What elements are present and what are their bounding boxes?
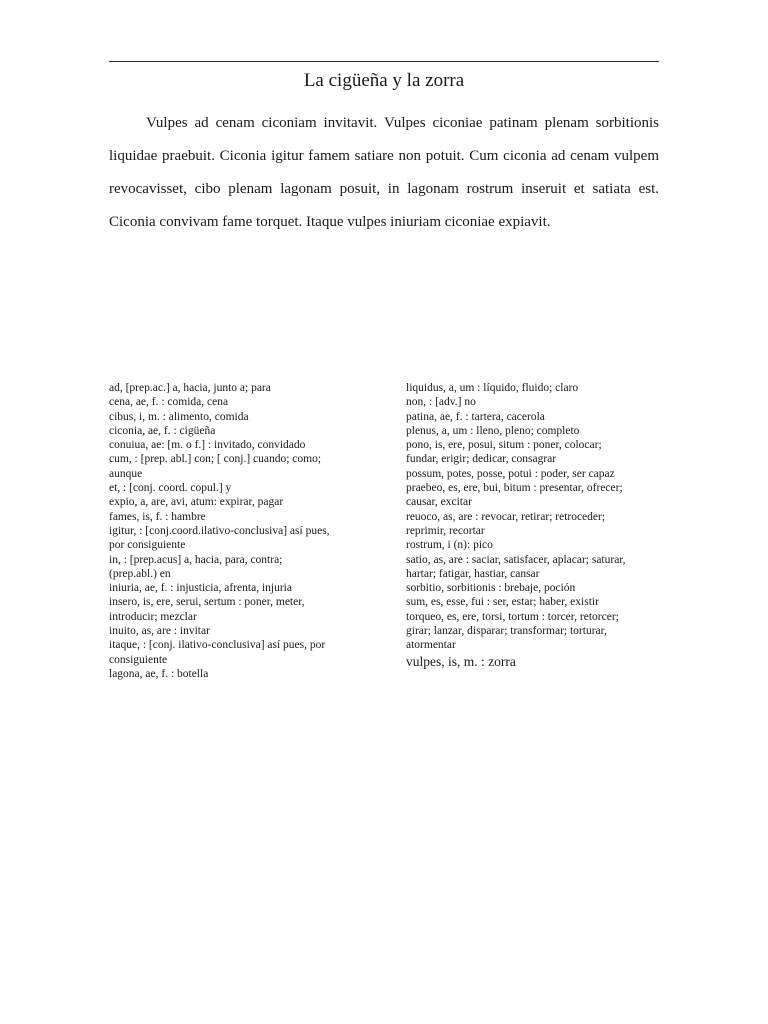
vocabulary-entry: igitur, : [conj.coord.ilativo-conclusiva] así pues,: [109, 524, 330, 537]
vocabulary-entry: et, : [conj. coord. copul.] y: [109, 482, 232, 495]
vocabulary-entry: plenus, a, um : lleno, pleno; completo: [406, 424, 580, 437]
vocabulary-right-column: [406, 381, 664, 670]
vocabulary-entry: itaque, : [conj. ilativo-conclusiva] así pues, por: [109, 639, 326, 652]
vocabulary-entry: ciconia, ae, f. : cigüeña: [109, 424, 216, 437]
vocabulary-entry: conuiua, ae: [m. o f.] : invitado, convidado: [109, 439, 306, 452]
page-title: La cigüeña y la zorra: [303, 70, 465, 91]
vocabulary-entry: reprimir, recortar: [406, 524, 485, 537]
vocabulary-entry: cum, : [prep. abl.] con; [ conj.] cuando; como;: [109, 453, 322, 466]
vocabulary-left-column: [109, 381, 367, 681]
vocabulary-entry: iniuria, ae, f. : injusticia, afrenta, injuria: [109, 582, 292, 595]
vocabulary-entry: fames, is, f. : hambre: [109, 510, 206, 523]
vocabulary-entry: hartar; fatigar, hastiar, cansar: [406, 567, 540, 580]
vocabulary-entry: (prep.abl.) en: [109, 567, 171, 580]
vocabulary-entry: possum, potes, posse, potui : poder, ser capaz: [406, 467, 615, 480]
vocabulary-entry: sorbitio, sorbitionis : brebaje, poción: [406, 582, 576, 595]
vocabulary-entry: ad, [prep.ac.] a, hacia, junto a; para: [109, 382, 271, 394]
vocabulary-entry: insero, is, ere, serui, sertum : poner, meter,: [109, 596, 305, 609]
vocabulary-entry: fundar, erigir; dedicar, consagrar: [406, 453, 557, 466]
top-rule: [109, 61, 659, 62]
vocabulary-entry: consiguiente: [109, 653, 168, 666]
vocabulary-entry: sum, es, esse, fui : ser, estar; haber, existir: [406, 596, 599, 609]
vocabulary-entry: patina, ae, f. : tartera, cacerola: [406, 410, 545, 423]
vocabulary-entry: introducir; mezclar: [109, 610, 197, 623]
vocabulary-entry: praebeo, es, ere, bui, bitum : presentar, ofrecer;: [406, 482, 623, 495]
vocabulary-entry: pono, is, ere, posui, situm : poner, colocar;: [406, 439, 602, 452]
vocabulary-entry: satio, as, are : saciar, satisfacer, aplacar; saturar,: [406, 553, 626, 566]
vocabulary-entry: in, : [prep.acus] a, hacia, para, contra;: [109, 553, 283, 566]
vocabulary-entry: por consiguiente: [109, 539, 186, 552]
vocabulary-entry: cena, ae, f. : comida, cena: [109, 396, 229, 409]
vocabulary-entry: causar, excitar: [406, 496, 472, 509]
vocabulary-entry: liquidus, a, um : líquido, fluido; claro: [406, 382, 579, 394]
vocabulary-entry: girar; lanzar, disparar; transformar; torturar,: [406, 625, 607, 638]
fable-paragraph: Vulpes ad cenam ciconiam invitavit. Vulpes ciconiae patinam plenam sorbitionis liquidae praebuit. Ciconia igitur famem satiare non potuit. Cum ciconia ad cenam vulpem revocavisset, cibo plenam lagonam posuit, in lagonam rostrum inseruit et satiata est. Ciconia convivam fame torquet. Itaque vulpes iniuriam ciconiae expiavit.: [109, 115, 659, 230]
vocabulary-entry: vulpes, is, m. : zorra: [406, 653, 516, 669]
vocabulary-entry: rostrum, i (n): pico: [406, 539, 493, 552]
vocabulary-entry: lagona, ae, f. : botella: [109, 667, 209, 680]
vocabulary-entry: cibus, i, m. : alimento, comida: [109, 410, 249, 423]
vocabulary-entry: non, : [adv.] no: [406, 396, 476, 409]
vocabulary-entry: inuito, as, are : invitar: [109, 625, 210, 638]
vocabulary-entry: aunque: [109, 467, 143, 480]
vocabulary-entry: torqueo, es, ere, torsi, tortum : torcer, retorcer;: [406, 610, 619, 623]
vocabulary-entry: expio, a, are, avi, atum: expirar, pagar: [109, 496, 284, 509]
vocabulary-entry: reuoco, as, are : revocar, retirar; retroceder;: [406, 510, 606, 523]
vocabulary-entry: atormentar: [406, 639, 456, 652]
